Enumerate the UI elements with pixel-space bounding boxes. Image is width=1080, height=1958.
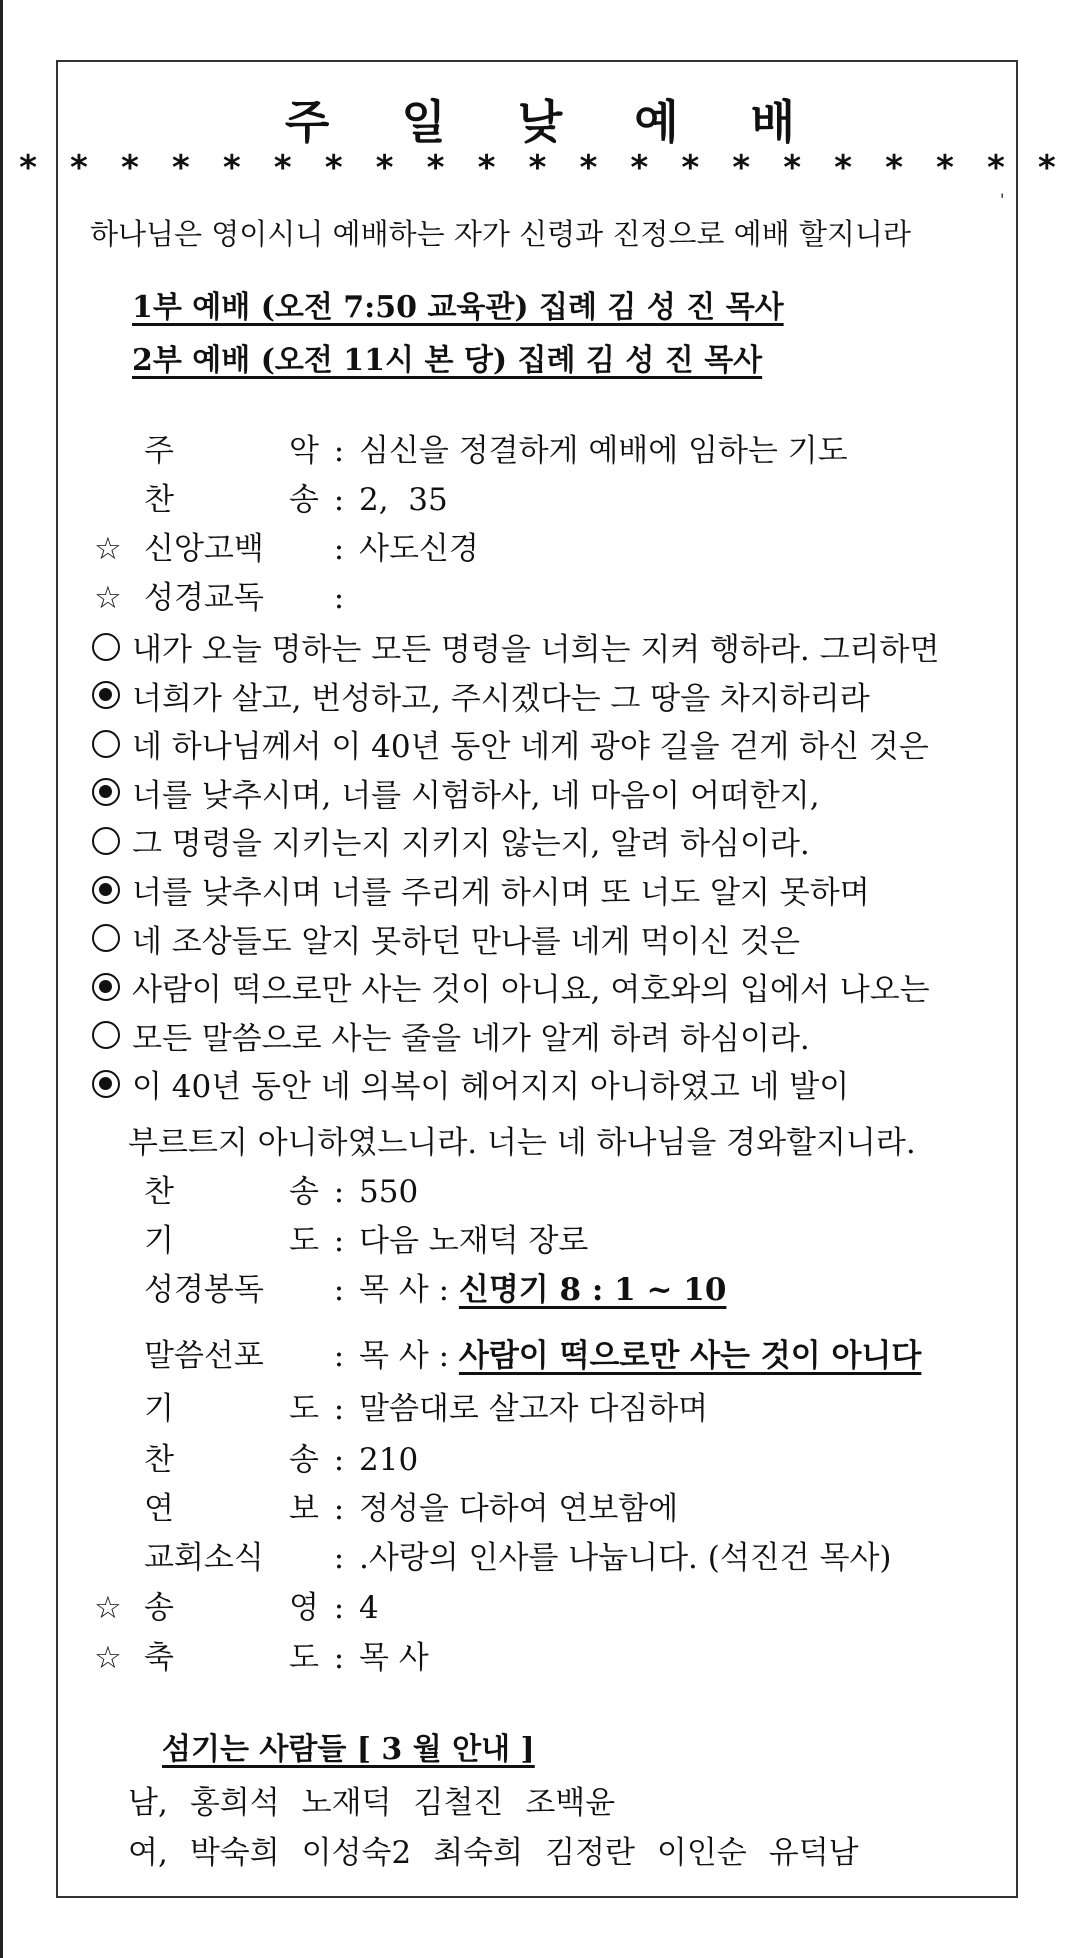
order-colon: : [333, 1442, 345, 1478]
servers-group-label: 남, [128, 1785, 168, 1821]
page-left-edge [0, 0, 3, 1958]
stray-mark: ' [1000, 190, 1005, 209]
order-value: 550 [359, 1174, 419, 1210]
reading-line [92, 964, 930, 1009]
reading-line [92, 770, 820, 815]
order-colon: : [333, 1491, 345, 1527]
order-value: 4 [359, 1590, 379, 1626]
open-circle-icon [92, 1021, 120, 1049]
order-value: 2, 35 [359, 482, 448, 518]
order-label: 신앙고백 [144, 531, 264, 567]
order-prefix: 목 사 : [359, 1272, 459, 1308]
order-item [94, 523, 479, 568]
order-item [144, 1483, 678, 1528]
order-label: 성경봉독 [144, 1272, 264, 1308]
star-icon: ☆ [94, 1590, 122, 1626]
header-verse: 하나님은 영이시니 예배하는 자가 신령과 진정으로 예배 할지니라 [90, 217, 911, 251]
reading-line [92, 1061, 849, 1106]
open-circle-icon [92, 924, 120, 952]
server-name: 김철진 [413, 1785, 504, 1821]
order-colon: : [333, 1391, 345, 1427]
reading-line [92, 867, 870, 912]
server-name: 김정란 [545, 1835, 635, 1871]
open-circle-icon [92, 827, 120, 855]
order-label: 기 도 [144, 1223, 319, 1259]
servers-group-label: 여, [128, 1835, 168, 1871]
reading-text: 사람이 떡으로만 사는 것이 아니요, 여호와의 입에서 나오는 [132, 972, 930, 1009]
filled-circle-icon [92, 778, 120, 806]
order-item [94, 572, 359, 617]
order-value: 210 [359, 1442, 419, 1478]
order-item [144, 474, 448, 519]
order-value: 심신을 정결하게 예배에 임하는 기도 [359, 433, 848, 469]
order-value: 다음 노재덕 장로 [359, 1223, 589, 1259]
order-prefix: 목 사 : [359, 1338, 459, 1374]
filled-circle-icon [92, 1070, 120, 1098]
service-first: 1부 예배 (오전 7:50 교육관) 집례 김 성 진 목사 [132, 290, 784, 325]
reading-line [92, 673, 870, 718]
open-circle-icon [92, 730, 120, 758]
order-label: 찬 송 [144, 1442, 319, 1478]
reading-text: 네 조상들도 알지 못하던 만나를 네게 먹이신 것은 [132, 923, 800, 960]
star-divider: * * * * * * * * * * * * * * * * * * * * * [17, 148, 1063, 188]
server-name: 이성숙2 [301, 1835, 412, 1871]
order-label: 성경교독 [144, 580, 264, 616]
order-label: 교회소식 [144, 1540, 264, 1576]
order-label: 송 영 [144, 1590, 319, 1626]
order-item [144, 1434, 418, 1479]
server-name: 유덕남 [768, 1835, 859, 1871]
order-colon: : [333, 531, 345, 567]
star-icon: ☆ [94, 580, 122, 616]
order-item [94, 1632, 429, 1677]
order-item [144, 425, 848, 470]
server-name: 이인순 [656, 1835, 747, 1871]
order-value: 정성을 다하여 연보함에 [359, 1491, 679, 1527]
order-colon: : [333, 482, 345, 518]
reading-text: 내가 오늘 명하는 모든 명령을 너희는 지켜 행하라. 그리하면 [132, 632, 940, 668]
order-label: 주 악 [144, 433, 319, 469]
server-name: 노재덕 [301, 1785, 392, 1821]
filled-circle-icon [92, 681, 120, 709]
order-value: 목 사 [359, 1640, 429, 1676]
reading-line [92, 1013, 810, 1058]
order-colon: : [333, 1272, 345, 1308]
order-label: 찬 송 [144, 482, 319, 518]
open-circle-icon [92, 633, 120, 661]
order-value: .사랑의 인사를 나눕니다. (석진건 목사) [359, 1540, 892, 1576]
server-name: 조백윤 [525, 1785, 616, 1821]
reading-text: 모든 말씀으로 사는 줄을 네가 알게 하려 하심이라. [132, 1020, 810, 1057]
order-colon: : [333, 1640, 345, 1676]
servers-row [128, 1827, 881, 1872]
order-item [94, 1582, 379, 1627]
server-name: 홍희석 [189, 1785, 280, 1821]
star-icon: ☆ [94, 531, 122, 567]
order-emphasis: 신명기 8 : 1 ~ 10 [458, 1272, 727, 1308]
order-item [144, 1383, 708, 1428]
server-name: 박숙희 [189, 1835, 280, 1871]
order-value: 사도신경 [359, 531, 479, 567]
order-item [144, 1264, 726, 1309]
order-colon: : [333, 433, 345, 469]
reading-text: 그 명령을 지키는지 지키지 않는지, 알려 하심이라. [132, 826, 810, 863]
reading-text: 너를 낮추시며, 너를 시험하사, 네 마음이 어떠한지, [132, 777, 820, 814]
filled-circle-icon [92, 973, 120, 1001]
filled-circle-icon [92, 876, 120, 904]
reading-text: 이 40년 동안 네 의복이 헤어지지 아니하였고 네 발이 [132, 1069, 850, 1106]
servers-title: 섬기는 사람들 [ 3 월 안내 ] [162, 1732, 535, 1767]
reading-line [92, 818, 810, 863]
reading-text: 너희가 살고, 번성하고, 주시겠다는 그 땅을 차지하리라 [132, 680, 870, 717]
order-colon: : [333, 1590, 345, 1626]
order-label: 찬 송 [144, 1174, 319, 1210]
server-name: 최숙희 [433, 1835, 524, 1871]
reading-continuation: 부르트지 아니하였느니라. 너는 네 하나님을 경와할지니라. [128, 1125, 916, 1161]
reading-text: 네 하나님께서 이 40년 동안 네게 광야 길을 걷게 하신 것은 [132, 729, 929, 766]
reading-line [92, 916, 800, 961]
order-colon: : [333, 1223, 345, 1259]
order-label: 축 도 [144, 1640, 319, 1676]
order-label: 연 보 [144, 1491, 319, 1527]
order-item [144, 1166, 418, 1211]
order-item [144, 1532, 892, 1577]
order-colon: : [333, 580, 345, 616]
order-colon: : [333, 1540, 345, 1576]
order-label: 말씀선포 [144, 1338, 264, 1374]
reading-line [92, 721, 929, 766]
reading-text: 너를 낮추시며 너를 주리게 하시며 또 너도 알지 못하며 [132, 875, 870, 911]
order-item [144, 1215, 588, 1260]
order-emphasis: 사람이 떡으로만 사는 것이 아니다 [458, 1338, 922, 1374]
order-value: 말씀대로 살고자 다짐하며 [359, 1391, 709, 1427]
service-second: 2부 예배 (오전 11시 본 당) 집례 김 성 진 목사 [132, 343, 763, 378]
servers-row [128, 1777, 637, 1822]
reading-line [92, 624, 939, 669]
order-item [144, 1330, 921, 1375]
star-icon: ☆ [94, 1640, 122, 1676]
page-title: 주 일 낮 예 배 [284, 95, 824, 149]
order-label: 기 도 [144, 1391, 319, 1427]
order-colon: : [333, 1338, 345, 1374]
order-colon: : [333, 1174, 345, 1210]
